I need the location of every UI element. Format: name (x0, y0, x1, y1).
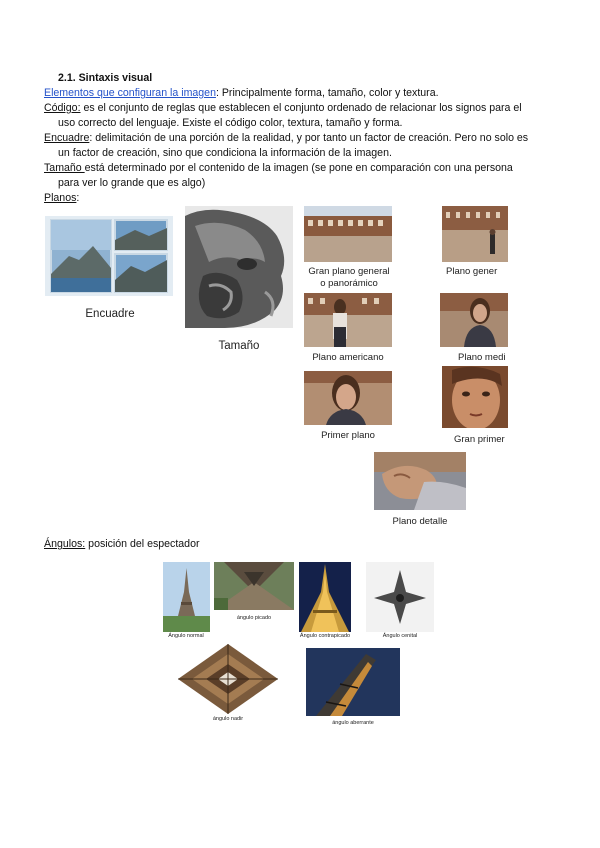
caption-plano-general: Plano gener (446, 266, 498, 277)
caption-primer-plano: Primer plano (321, 430, 375, 441)
tamano-term: Tamaño (44, 162, 85, 174)
tamano-sculpture-image (185, 206, 293, 328)
gran-plano-general-image (304, 206, 392, 262)
elementos-text: : Principalmente forma, tamaño, color y textura. (215, 87, 439, 99)
angulo-contrapicado-image (299, 562, 351, 632)
caption-angulo-nadir: ángulo nadir (212, 716, 244, 722)
codigo-term: Código: (44, 102, 81, 114)
caption-angulo-cenital: Ángulo cenital (382, 633, 418, 639)
paragraph-elementos (44, 86, 439, 101)
section-heading: 2.1. Sintaxis visual (58, 72, 153, 84)
angulo-aberrante-image (306, 648, 400, 716)
angulo-cenital-image (366, 562, 434, 632)
tamano-line1: está determinado por el contenido de la imagen (se pone en comparación con una persona (84, 162, 513, 174)
caption-gran-plano-general-2: o panorámico (320, 278, 378, 289)
caption-angulo-picado: ángulo picado (236, 615, 272, 621)
codigo-line2: uso correcto del lenguaje. Existe el código color, textura, tamaño y forma. (58, 117, 403, 129)
primer-plano-image (304, 371, 392, 425)
encuadre-collage-image (45, 216, 173, 296)
caption-tamano: Tamaño (218, 340, 260, 352)
caption-gran-plano-general-1: Gran plano general (308, 266, 390, 277)
plano-medio-image (440, 293, 508, 347)
encuadre-line1: : delimitación de una porción de la realidad, y por tanto un factor de creación. Pero no solo es (89, 132, 529, 144)
planos-text: : (76, 192, 80, 204)
angulos-text: posición del espectador (85, 538, 200, 550)
planos-term: Planos (44, 192, 77, 204)
caption-angulo-aberrante: ángulo aberrante (332, 720, 374, 726)
caption-gran-primer: Gran primer (454, 434, 505, 445)
angulos-term: Ángulos: (44, 538, 86, 550)
caption-plano-americano: Plano americano (312, 352, 384, 363)
paragraph-tamano (44, 161, 513, 176)
angulo-nadir-image (178, 644, 278, 714)
caption-angulo-contrapicado: Ángulo contrapicado (299, 633, 351, 639)
plano-americano-image (304, 293, 392, 347)
paragraph-codigo (44, 101, 522, 116)
angulo-normal-image (163, 562, 210, 632)
caption-plano-medio: Plano medi (458, 352, 506, 363)
tamano-line2: para ver lo grande que es algo) (58, 177, 206, 189)
plano-detalle-image (374, 452, 466, 510)
paragraph-planos (44, 191, 79, 206)
encuadre-line2: un factor de creación, sino que condiciona la información de la imagen. (58, 147, 392, 159)
elementos-link[interactable]: Elementos que configuran la imagen (44, 87, 216, 99)
plano-general-image (442, 206, 508, 262)
codigo-line1: es el conjunto de reglas que establecen el conjunto ordenado de relacionar los signos para el (80, 102, 522, 114)
caption-encuadre: Encuadre (85, 308, 135, 320)
angulo-picado-image (214, 562, 294, 610)
encuadre-term: Encuadre (44, 132, 90, 144)
caption-plano-detalle: Plano detalle (392, 516, 448, 527)
paragraph-angulos (44, 537, 200, 552)
caption-angulo-normal: Ángulo normal (168, 633, 204, 639)
paragraph-encuadre (44, 131, 528, 146)
gran-primer-plano-image (442, 366, 508, 428)
